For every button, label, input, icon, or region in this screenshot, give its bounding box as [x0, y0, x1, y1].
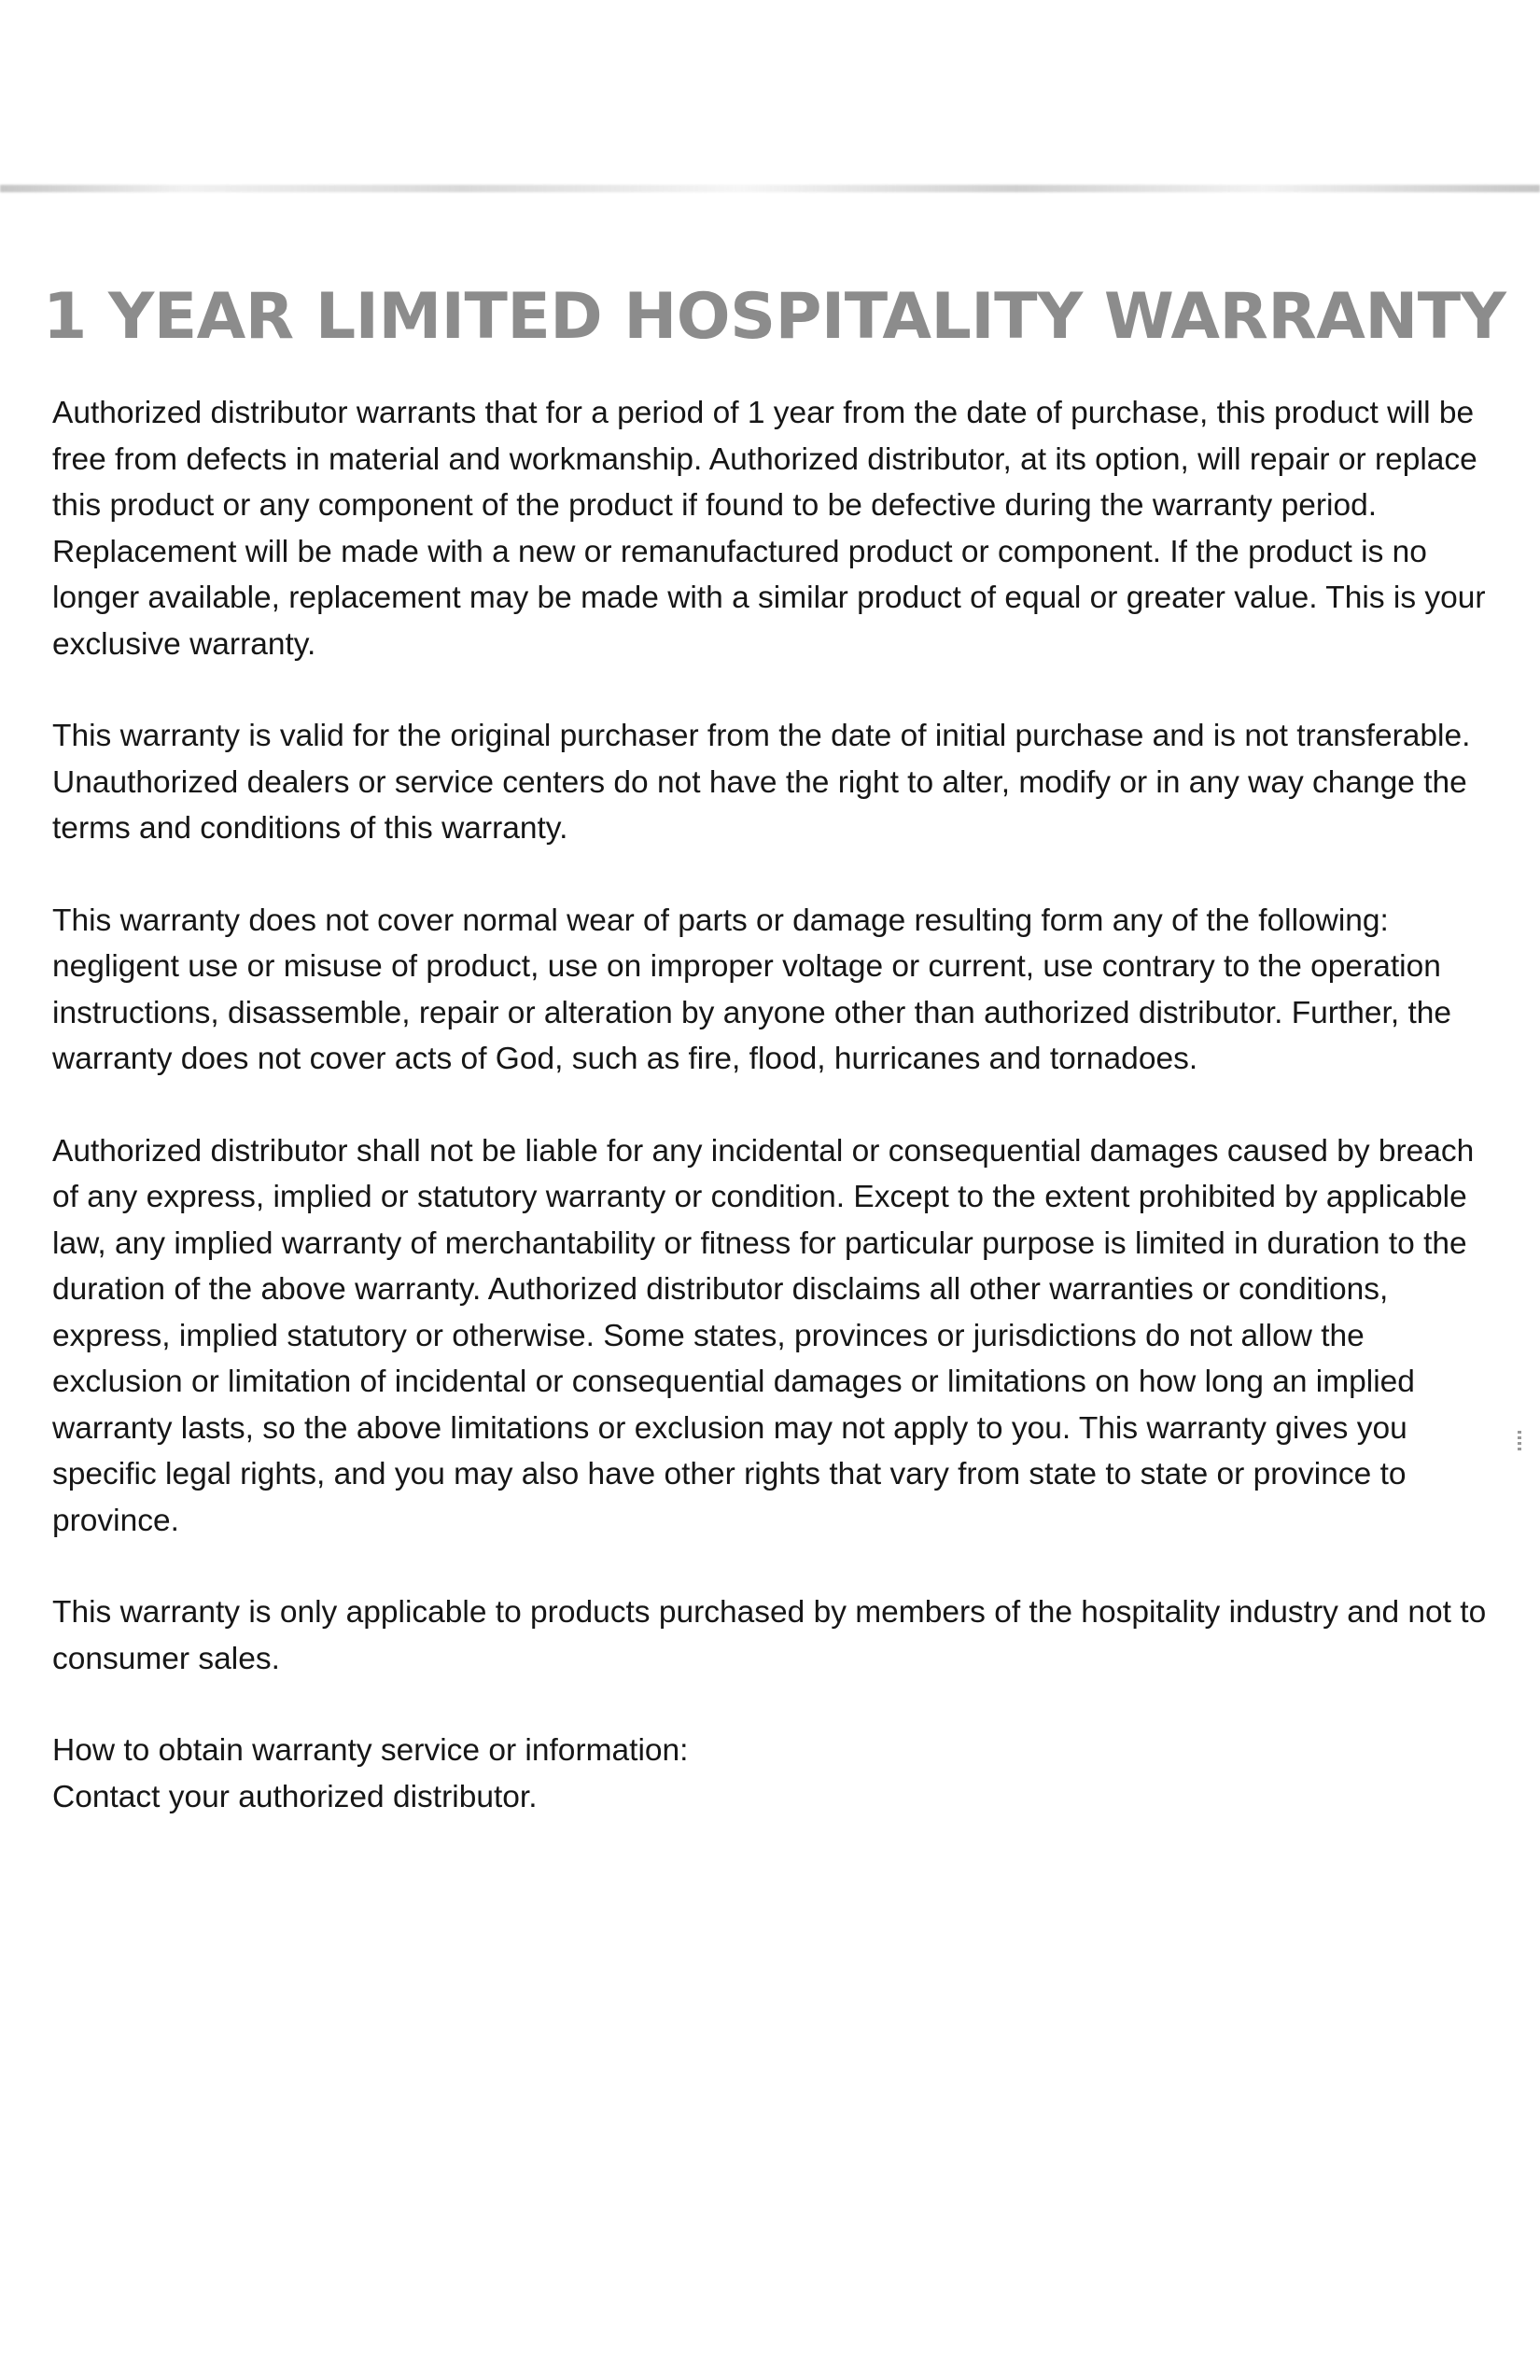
- paragraph-coverage: Authorized distributor warrants that for a period of 1 year from the date of purchase, this product will be free from defects in material and workmanship. Authorized distributor, at its option, will repair or replace this product or any component of the product if found to be defective during the warranty period. Replacement will be made with a new or remanufactured product or component. If the product is no longer available, replacement may be made with a similar product of equal or greater value. This is your exclusive warranty.: [52, 396, 1486, 662]
- paragraph-applicability: This warranty is only applicable to products purchased by members of the hospitality industry and not to consumer sales.: [52, 1595, 1487, 1676]
- paragraph-liability: Authorized distributor shall not be liable for any incidental or consequential damages caused by breach of any express, implied or statutory warranty or condition. Except to the extent prohibited by applicable law, any implied warranty of merchantability or fitness for particular purpose is limited in duration to the duration of the above warranty. Authorized distributor disclaims all other warranties or conditions, express, implied statutory or otherwise. Some states, provinces or jurisdictions do not allow the exclusion or limitation of incidental or consequential damages or limitations on how long an implied warranty lasts, so the above limitations or exclusion may not apply to you. This warranty gives you specific legal rights, and you may also have other rights that vary from state to state or province to province.: [52, 1133, 1475, 1538]
- contact-block: [52, 1728, 1490, 1820]
- scan-artifact-line: [0, 185, 1540, 192]
- paragraph-transferability: This warranty is valid for the original purchaser from the date of initial purchase and is not transferable. Unauthorized dealers or service centers do not have the right to alter, modify or in any way change the terms and conditions of this warranty.: [52, 719, 1471, 846]
- scan-margin-mark: [1518, 1431, 1521, 1451]
- contact-heading: How to obtain warranty service or information:: [52, 1733, 689, 1768]
- warranty-title: 1 YEAR LIMITED HOSPITALITY WARRANTY: [43, 280, 1506, 354]
- warranty-document: [43, 280, 1506, 1820]
- contact-line: Contact your authorized distributor.: [52, 1779, 538, 1814]
- paragraph-exclusions: This warranty does not cover normal wear of parts or damage resulting form any of the following: negligent use or misuse of product, use on improper voltage or current, use contrary to the operation instructions, disassemble, repair or alteration by anyone other than authorized distributor. Further, the warranty does not cover acts of God, such as fire, flood, hurricanes and tornadoes.: [52, 903, 1452, 1076]
